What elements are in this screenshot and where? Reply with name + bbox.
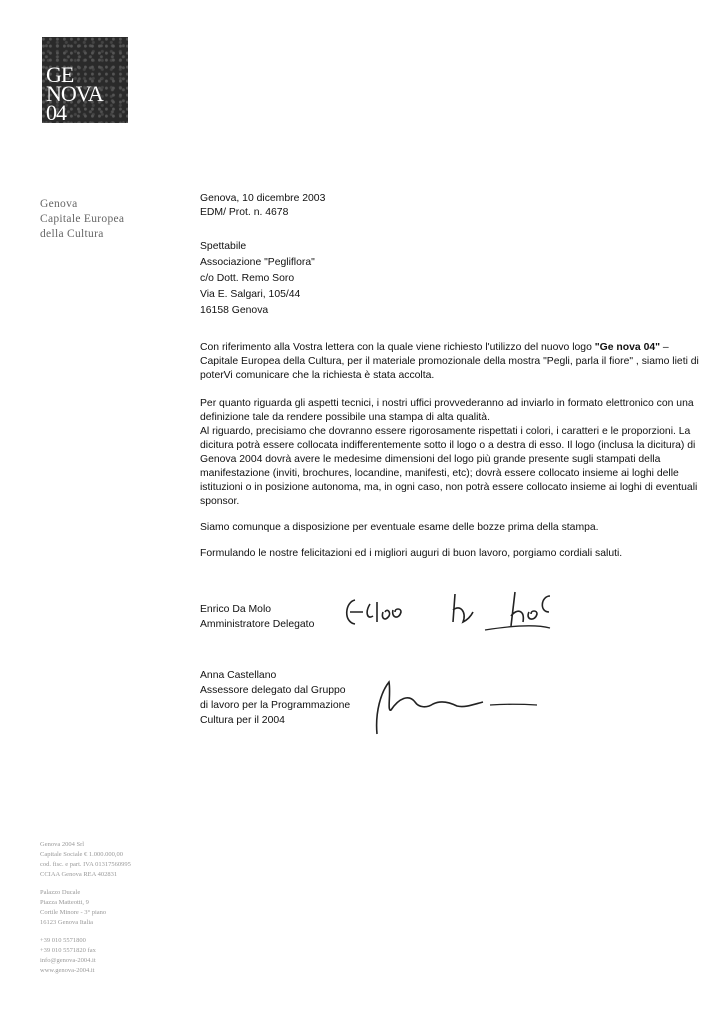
address-line: Associazione "Pegliflora" [200, 257, 315, 268]
address-line: c/o Dott. Remo Soro [200, 273, 295, 284]
footer-email: info@genova-2004.it [40, 957, 96, 964]
signatory-block-2 [200, 668, 350, 728]
recipient-address [200, 239, 706, 319]
tagline-line: della Cultura [40, 228, 104, 240]
genova-04-logo [42, 37, 128, 123]
footer-line: Capitale Sociale € 1.000.000,00 [40, 851, 124, 858]
paragraph-technical [200, 397, 706, 509]
handwritten-signature-2 [365, 672, 545, 742]
footer-company [40, 840, 200, 880]
paragraph-text: Per quanto riguarda gli aspetti tecnici, i nostri uffici provvederanno ad inviarlo in formato elettronico con una definizione tale da rendere possibile una stampa di alta qualità. [200, 398, 694, 423]
footer-line: Genova 2004 Srl [40, 841, 85, 848]
logo-name-bold: "Ge nova 04" [594, 342, 661, 353]
address-line: Spettabile [200, 241, 247, 252]
tagline-line: Genova [40, 198, 78, 210]
footer-line: CCIAA Genova REA 402831 [40, 871, 118, 878]
footer-fax: +39 010 5571820 fax [40, 947, 96, 954]
tagline-line: Capitale Europea [40, 213, 125, 225]
footer-line: cod. fisc. e part. IVA 01317560995 [40, 861, 131, 868]
paragraph-request [200, 341, 706, 383]
logo-text-line2: NOVA [46, 81, 103, 106]
letter-date: Genova, 10 dicembre 2003 [200, 193, 326, 204]
signatory-role-line: Assessore delegato dal Gruppo [200, 685, 346, 696]
signatory-block-1 [200, 602, 314, 632]
signatory-role-line: di lavoro per la Programmazione [200, 700, 351, 711]
letter-body [200, 192, 706, 561]
logo-text-line3: 04 [46, 100, 66, 125]
address-line: Via E. Salgari, 105/44 [200, 289, 301, 300]
footer-company-info [40, 840, 200, 984]
footer-line: Palazzo Ducale [40, 889, 81, 896]
footer-line: Piazza Matteotti, 9 [40, 899, 89, 906]
address-line: 16158 Genova [200, 305, 269, 316]
paragraph-text: – Capitale Europea della Cultura, per il materiale promozionale della mostra "Pegli, parla il fiore" , siamo lieti di poterVi comunicare che la richiesta è stata accolta. [200, 342, 699, 381]
paragraph-availability: Siamo comunque a disposizione per eventuale esame delle bozze prima della stampa. [200, 522, 599, 533]
signatory-name: Anna Castellano [200, 670, 277, 681]
logo-text-line1: GE [46, 62, 74, 87]
paragraph-text: Con riferimento alla Vostra lettera con la quale viene richiesto l'utilizzo del nuovo logo [200, 342, 595, 353]
footer-line: 16123 Genova Italia [40, 919, 94, 926]
signatory-name: Enrico Da Molo [200, 604, 272, 615]
signatory-role-line: Cultura per il 2004 [200, 715, 285, 726]
letter-header [200, 192, 706, 220]
footer-website: www.genova-2004.it [40, 967, 95, 974]
protocol-number: EDM/ Prot. n. 4678 [200, 207, 289, 218]
footer-line: Cortile Minore - 3° piano [40, 909, 107, 916]
signatory-role: Amministratore Delegato [200, 619, 315, 630]
footer-phone: +39 010 5571800 [40, 937, 86, 944]
paragraph-closing: Formulando le nostre felicitazioni ed i migliori auguri di buon lavoro, porgiamo cordiali saluti. [200, 548, 623, 559]
handwritten-signature-1 [335, 582, 605, 642]
footer-address [40, 888, 200, 928]
paragraph-text: Al riguardo, precisiamo che dovranno essere rigorosamente rispettati i colori, i caratteri e le proporzioni. La dicitura potrà essere collocata indifferentemente sotto il logo o a destra di esso. Il logo (inclusa la dicitura) di Genova 2004 dovrà avere le medesime dimensioni del logo più grande presente sugli stampati della manifestazione (inviti, brochures, locandine, manifesti, etc); dovrà essere collocato insieme ai loghi delle istituzioni o in posizione autonoma, ma, in ogni caso, non potrà essere collocato insieme ai loghi di eventuali sponsor. [200, 426, 698, 507]
footer-contacts [40, 936, 200, 976]
sidebar-tagline [40, 197, 160, 242]
